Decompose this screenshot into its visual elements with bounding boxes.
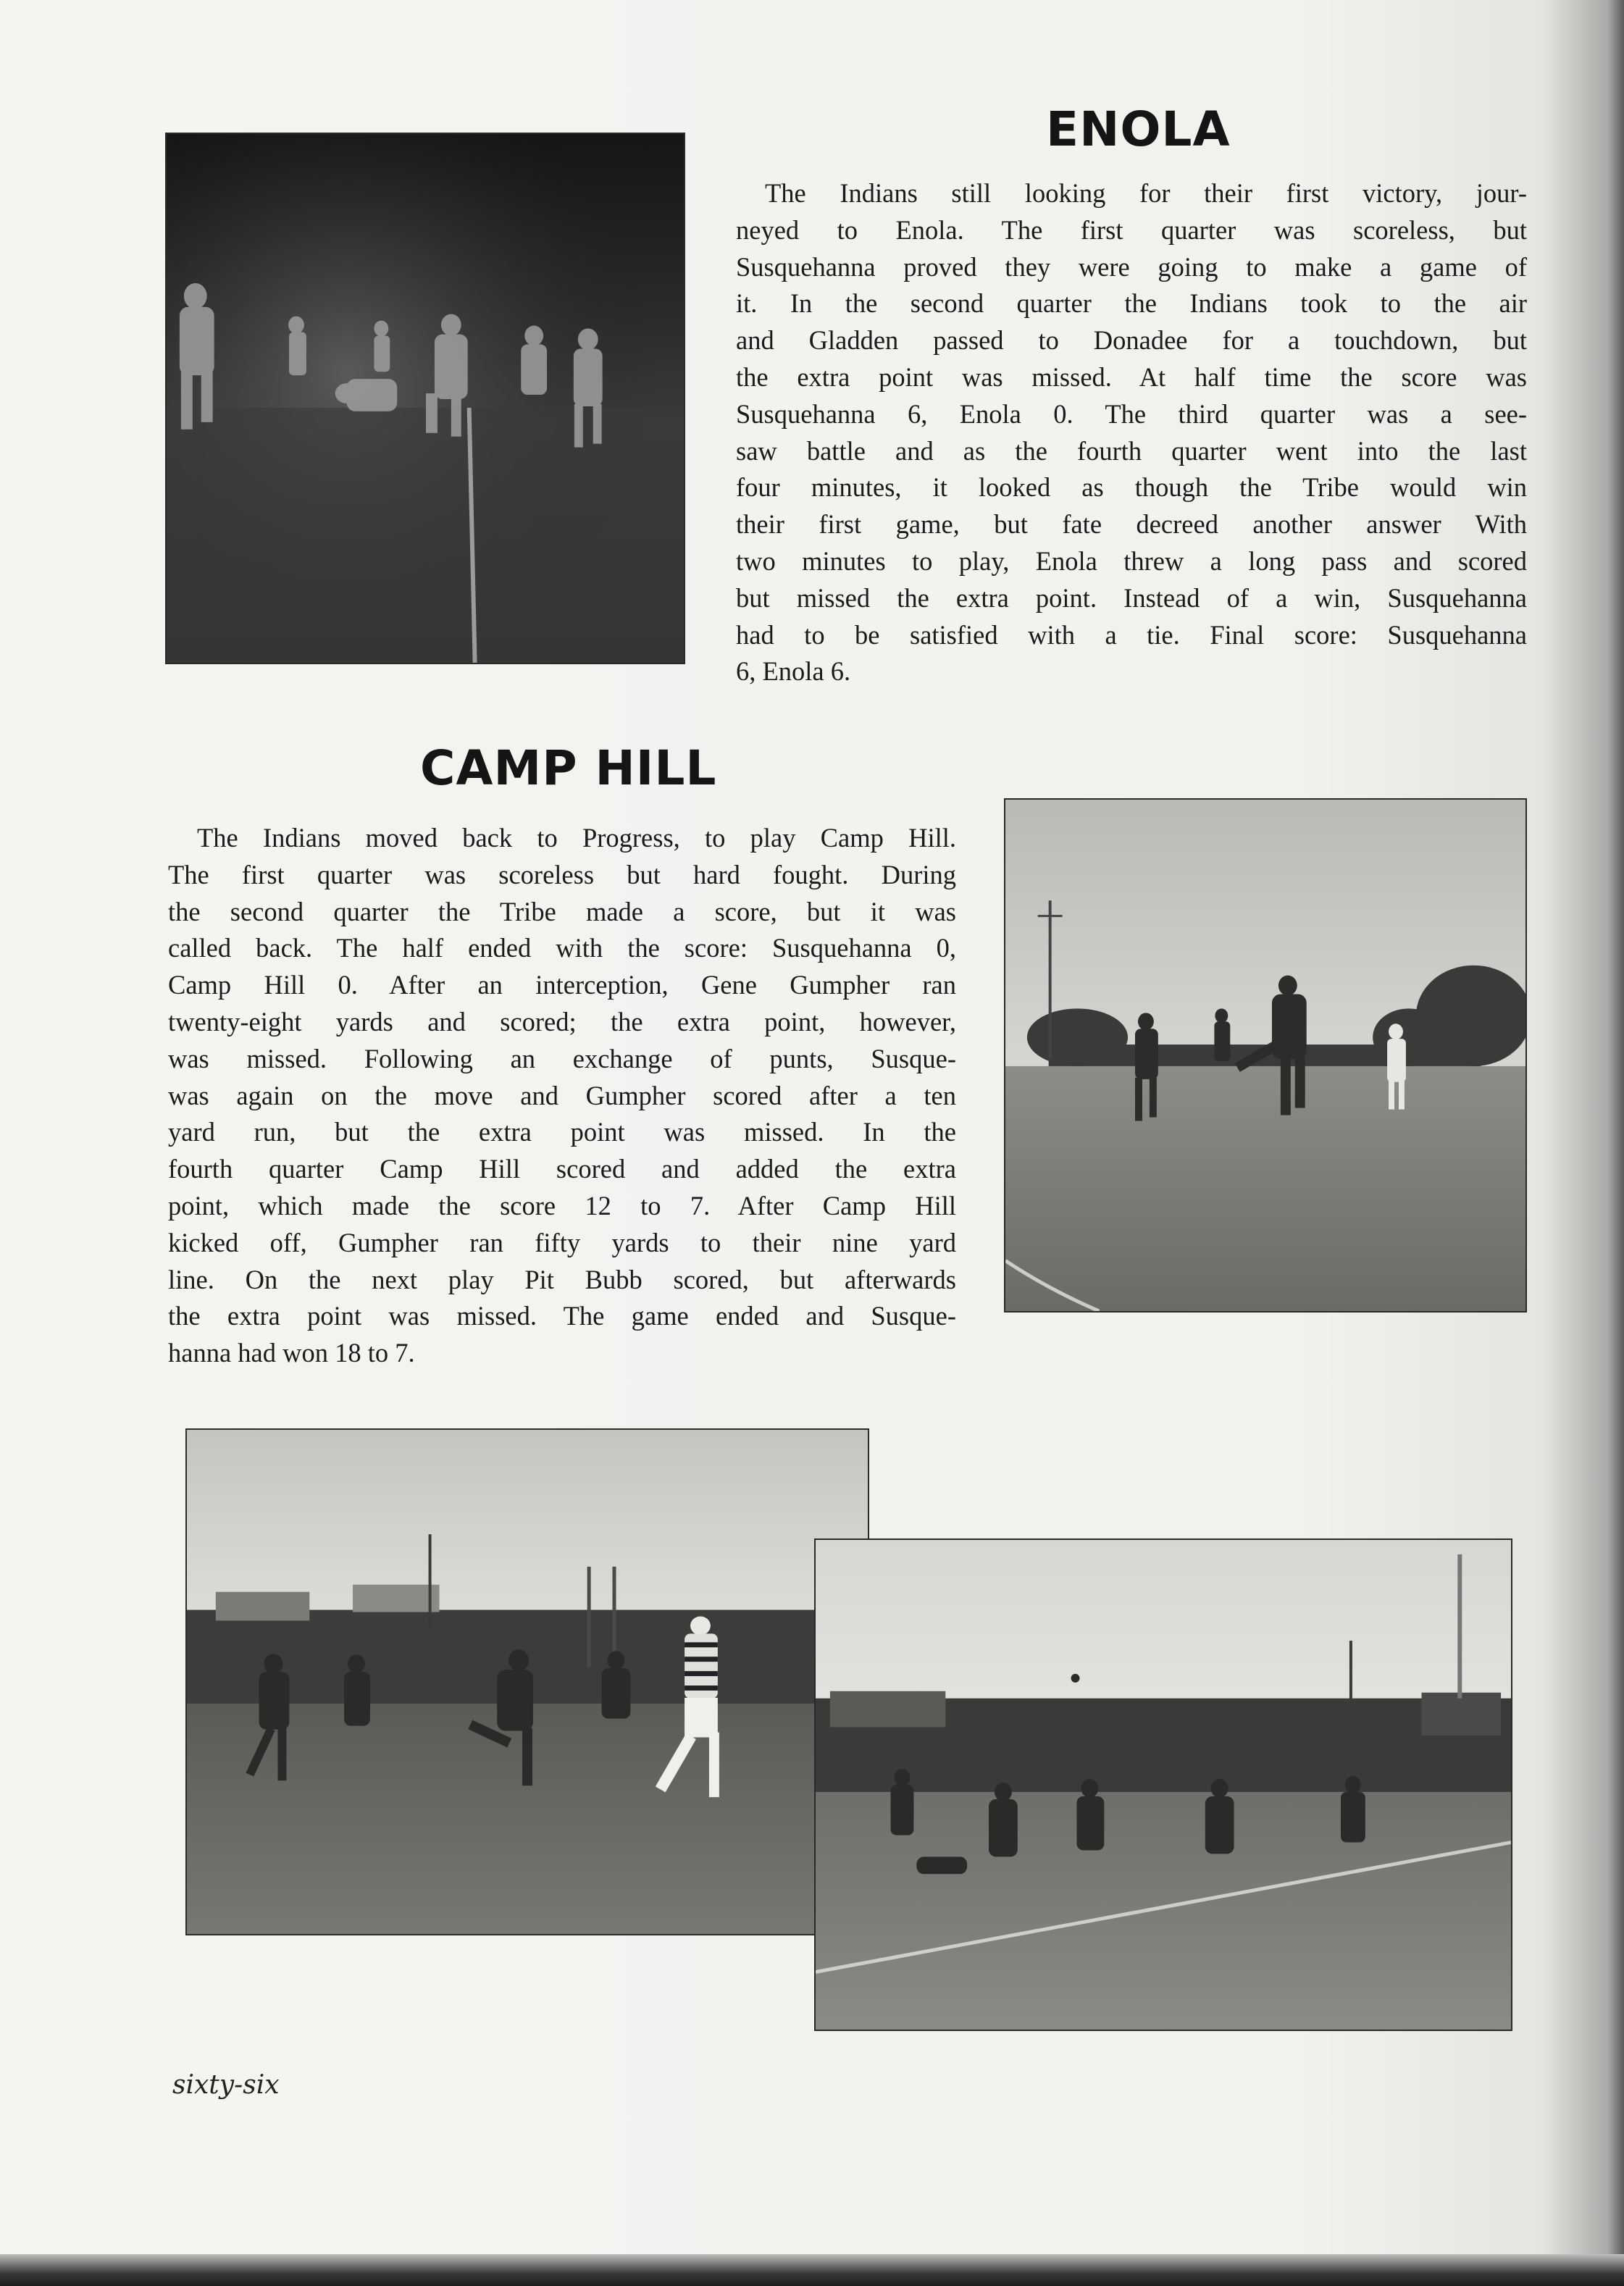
text-line: but missed the extra point. Instead of a win, Susquehanna xyxy=(736,582,1527,613)
camp-hill-pass-catch-photo xyxy=(1004,798,1527,1312)
text-line: 6, Enola 6. xyxy=(736,656,851,687)
text-line: The first quarter was scoreless but hard fought. During xyxy=(168,859,956,889)
text-line: The Indians still looking for their first victory, jour- xyxy=(765,178,1527,208)
text-line: kicked off, Gumpher ran fifty yards to their nine yard xyxy=(168,1227,956,1257)
text-line: was missed. Following an exchange of punts, Susque- xyxy=(168,1043,956,1073)
text-line: four minutes, it looked as though the Tribe would win xyxy=(736,472,1527,503)
enola-heading: ENOLA xyxy=(1046,101,1231,157)
text-line: twenty-eight yards and scored; the extra point, however, xyxy=(168,1006,956,1037)
text-line: point, which made the score 12 to 7. After Camp Hill xyxy=(168,1190,956,1221)
text-line: it. In the second quarter the Indians took to the air xyxy=(736,288,1527,319)
text-line: was again on the move and Gumpher scored after a ten xyxy=(168,1080,956,1110)
enola-article xyxy=(736,175,1527,690)
text-line: the second quarter the Tribe made a score, but it was xyxy=(168,896,956,926)
camp-hill-heading: CAMP HILL xyxy=(420,740,717,796)
text-line: fourth quarter Camp Hill scored and added the extra xyxy=(168,1154,956,1184)
text-line: had to be satisfied with a tie. Final score: Susquehanna xyxy=(736,619,1527,650)
camp-hill-referee-run-photo xyxy=(185,1428,869,1935)
text-line: Susquehanna 6, Enola 0. The third quarter was a see- xyxy=(736,398,1527,429)
camp-hill-article xyxy=(168,820,956,1372)
text-line: called back. The half ended with the score: Susquehanna 0, xyxy=(168,933,956,963)
text-line: saw battle and as the fourth quarter went into the last xyxy=(736,435,1527,466)
page-bottom-edge xyxy=(0,2254,1624,2286)
text-line: and Gladden passed to Donadee for a touchdown, but xyxy=(736,325,1527,356)
text-line: Susquehanna proved they were going to make a game of xyxy=(736,251,1527,282)
text-line: yard run, but the extra point was missed. In the xyxy=(168,1117,956,1147)
page-number: sixty-six xyxy=(172,2070,280,2100)
text-line: the extra point was missed. At half time the score was xyxy=(736,361,1527,392)
enola-night-game-photo xyxy=(165,133,685,664)
text-line: The Indians moved back to Progress, to play Camp Hill. xyxy=(197,823,956,853)
text-line: the extra point was missed. The game ended and Susque- xyxy=(168,1301,956,1331)
text-line: hanna had won 18 to 7. xyxy=(168,1338,415,1368)
text-line: neyed to Enola. The first quarter was scoreless, but xyxy=(736,214,1527,245)
text-line: their first game, but fate decreed another answer With xyxy=(736,509,1527,540)
text-line: line. On the next play Pit Bubb scored, but afterwards xyxy=(168,1264,956,1294)
text-line: Camp Hill 0. After an interception, Gene Gumpher ran xyxy=(168,970,956,1000)
text-line: two minutes to play, Enola threw a long pass and scored xyxy=(736,545,1527,576)
camp-hill-tackle-photo xyxy=(814,1538,1512,2031)
